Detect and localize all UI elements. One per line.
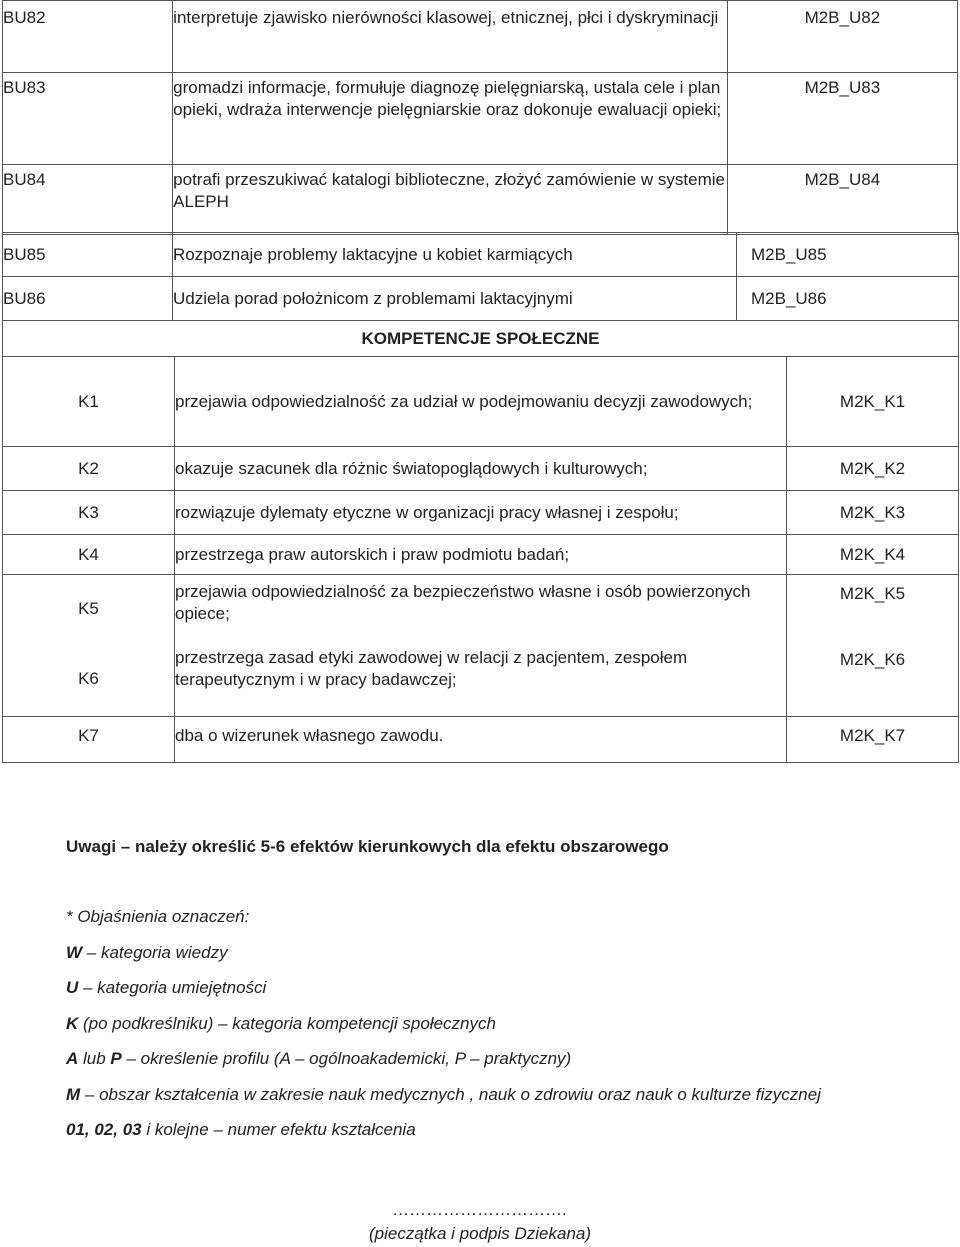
signature-line: …………………………. [392,1200,568,1219]
legend-text: – kategoria umiejętności [78,978,267,997]
legend-item [66,942,821,978]
competency-code: K1 [3,357,175,447]
legend-item [66,1119,821,1155]
competency-reference: M2K_K3 [787,491,959,535]
legend-item [66,1084,821,1120]
competency-description: przestrzega zasad etyki zawodowej w relacji z pacjentem, zespołem terapeutycznym i w pracy badawczej; [175,643,787,717]
outcome-reference: M2B_U83 [727,73,957,165]
notes-section [66,836,926,858]
legend-section [66,906,821,1155]
legend-text: – obszar kształcenia w zakresie nauk medycznych , nauk o zdrowiu oraz nauk o kulturze fizycznej [80,1084,821,1104]
legend-text: – określenie profilu (A – ogólnoakademicki, P – praktyczny) [121,1049,572,1068]
outcome-code: BU84 [3,165,173,235]
table-row [3,233,959,277]
competency-description: przestrzega praw autorskich i praw podmiotu badań; [175,535,787,575]
competency-reference: M2K_K6 [787,643,959,717]
learning-outcomes-table [2,0,958,235]
competency-code: K5 [3,575,175,643]
legend-text: – kategoria wiedzy [82,942,228,962]
legend-key: A [66,1049,79,1068]
note-text: Uwagi – należy określić 5-6 efektów kierunkowych dla efektu obszarowego [66,837,669,856]
table-row [3,73,958,165]
signature-label: (pieczątka i podpis Dziekana) [368,1224,592,1243]
outcome-description: Udziela porad położnicom z problemami laktacyjnymi [173,277,737,321]
outcome-reference: M2B_U86 [737,277,959,321]
legend-key: K [66,1013,79,1033]
table-row [3,535,959,575]
legend-text: lub [78,1049,111,1068]
outcome-description: interpretuje zjawisko nierówności klasowej, etnicznej, płci i dyskryminacji [173,1,728,73]
competency-code: K3 [3,491,175,535]
legend-key: U [66,978,79,997]
learning-outcomes-table-mid [2,232,959,321]
table-row [3,165,958,235]
competency-reference: M2K_K7 [787,717,959,763]
competency-description: okazuje szacunek dla różnic światopoglądowych i kulturowych; [175,447,787,491]
competency-reference: M2K_K1 [787,357,959,447]
table-row [3,575,959,643]
legend-item [66,977,821,1013]
competencies-table [2,320,959,763]
table-row [3,277,959,321]
competency-reference: M2K_K2 [787,447,959,491]
legend-key: 01, 02, 03 [66,1120,142,1139]
legend-text: i kolejne – numer efektu kształcenia [141,1120,416,1139]
section-heading-row [3,321,959,357]
legend-key: M [66,1084,81,1104]
competency-code: K2 [3,447,175,491]
table-row [3,491,959,535]
outcome-reference: M2B_U84 [727,165,957,235]
legend-item [66,1013,821,1049]
competency-description: rozwiązuje dylematy etyczne w organizacji pracy własnej i zespołu; [175,491,787,535]
section-heading: KOMPETENCJE SPOŁECZNE [3,321,959,357]
outcome-reference: M2B_U82 [727,1,957,73]
competency-description: przejawia odpowiedzialność za bezpieczeństwo własne i osób powierzonych opiece; [175,575,787,643]
legend-key: P [110,1049,122,1068]
competency-description: przejawia odpowiedzialność za udział w podejmowaniu decyzji zawodowych; [175,357,787,447]
table-row [3,357,959,447]
table-row [3,447,959,491]
outcome-code: BU83 [3,73,173,165]
outcome-reference: M2B_U85 [737,233,959,277]
competency-reference: M2K_K4 [787,535,959,575]
outcome-description: potrafi przeszukiwać katalogi biblioteczne, złożyć zamówienie w systemie ALEPH [173,165,728,235]
legend-key: W [66,942,83,962]
outcome-description: gromadzi informacje, formułuje diagnozę pielęgniarską, ustala cele i plan opieki, wdraża interwencje pielęgniarskie oraz dokonuje ewaluacji opieki; [173,73,728,165]
competency-description: dba o wizerunek własnego zawodu. [175,717,787,763]
outcome-description: Rozpoznaje problemy laktacyjne u kobiet karmiących [173,233,737,277]
outcome-code: BU85 [3,233,173,277]
competency-reference: M2K_K5 [787,575,959,643]
table-row [3,1,958,73]
legend-text: (po podkreślniku) – kategoria kompetencji społecznych [78,1013,496,1033]
competency-code: K6 [3,643,175,717]
legend-item [66,1048,821,1084]
competency-code: K4 [3,535,175,575]
signature-block [360,1198,600,1246]
outcome-code: BU86 [3,277,173,321]
competency-code: K7 [3,717,175,763]
table-row [3,643,959,717]
legend-title: * Objaśnienia oznaczeń: [66,907,250,926]
outcome-code: BU82 [3,1,173,73]
table-row [3,717,959,763]
